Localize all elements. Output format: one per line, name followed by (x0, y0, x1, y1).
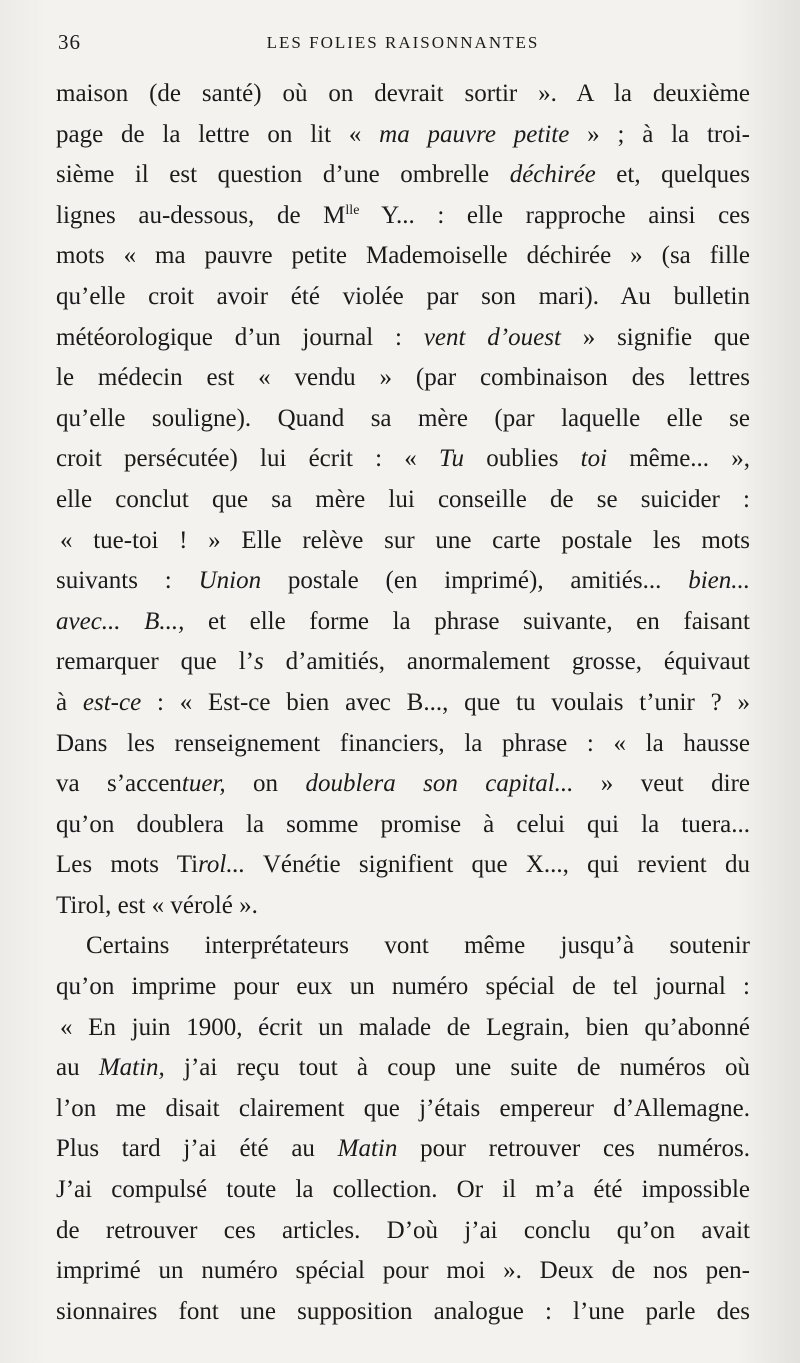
text-line (56, 1008, 750, 1049)
text-line (56, 845, 750, 886)
text-segment: sionnaires font une supposition analogue : l’une parle des (56, 1297, 750, 1325)
text-line (56, 521, 750, 562)
text-segment: » ; à la troi- (569, 120, 750, 148)
text-segment: oublies (464, 445, 581, 473)
text-segment: qu’on doublera la somme promise à celui qui la tuera... (56, 810, 750, 838)
text-line (56, 236, 750, 277)
text-line (56, 318, 750, 359)
text-segment: imprimé un numéro spécial pour moi ». Deux de nos pen- (56, 1257, 750, 1285)
text-segment: de retrouver ces articles. D’où j’ai conclu qu’on avait (56, 1216, 750, 1244)
text-line (56, 886, 750, 927)
text-segment: Certains interprétateurs vont même jusqu’à soutenir (86, 932, 750, 960)
text-line (56, 155, 750, 196)
text-segment: Plus tard j’ai été au (56, 1135, 338, 1163)
text-segment: pour retrouver ces numéros. (397, 1135, 750, 1163)
text-segment: le médecin est « vendu » (par combinaison des lettres (56, 364, 750, 392)
text-segment: Tirol, est « vérolé ». (56, 891, 258, 919)
text-line (56, 1129, 750, 1170)
text-segment: tie signifient que X..., qui revient du (315, 851, 750, 879)
text-line (56, 724, 750, 765)
text-line (56, 1211, 750, 1252)
italic-text: tuer, (181, 770, 226, 798)
text-line (56, 358, 750, 399)
text-line (56, 480, 750, 521)
text-segment: on (225, 770, 306, 798)
text-line (56, 764, 750, 805)
text-segment: qu’elle souligne). Quand sa mère (par laquelle elle se (56, 404, 750, 432)
italic-text: Union (198, 567, 262, 595)
italic-text: toi (580, 445, 608, 473)
text-line (56, 115, 750, 156)
text-segment: au (56, 1054, 99, 1082)
text-line (56, 439, 750, 480)
italic-text: s (253, 648, 264, 676)
text-segment: même... », (607, 445, 750, 473)
text-segment: Dans les renseignement financiers, la phrase : « la hausse (56, 729, 750, 757)
text-segment: qu’on imprime pour eux un numéro spécial de tel journal : (56, 973, 750, 1001)
text-segment: et elle forme la phrase suivante, en faisant (184, 607, 751, 635)
text-segment: « tue-toi ! » Elle relève sur une carte postale les mots (60, 526, 750, 554)
italic-text: rol... (198, 851, 246, 879)
text-segment: : « Est-ce bien avec B..., que tu voulais t’unir ? » (141, 688, 750, 716)
text-line (56, 1089, 750, 1130)
text-segment: et, quelques (595, 161, 750, 189)
italic-text: est-ce (82, 688, 142, 716)
text-line (56, 399, 750, 440)
italic-text: é (304, 851, 316, 879)
text-segment: « En juin 1900, écrit un malade de Legrain, bien qu’abonné (60, 1013, 750, 1041)
italic-text: vent d’ouest (423, 323, 561, 351)
text-line (56, 805, 750, 846)
text-segment: elle conclut que sa mère lui conseille de se suicider : (56, 485, 750, 513)
text-segment: Les mots Ti (56, 851, 199, 879)
text-segment: d’amitiés, anormalement grosse, équivaut (263, 648, 750, 676)
text-line (56, 1170, 750, 1211)
text-segment: sième il est question d’une ombrelle (56, 161, 510, 189)
superscript-text: lle (345, 202, 360, 218)
text-segment: » veut dire (573, 770, 750, 798)
text-segment: croit persécutée) lui écrit : « (56, 445, 439, 473)
italic-text: déchirée (509, 161, 596, 189)
italic-text: bien... (688, 567, 750, 595)
text-line (56, 277, 750, 318)
text-segment: maison (de santé) où on devrait sortir ». A la deuxième (56, 80, 750, 107)
text-line (56, 1292, 750, 1333)
italic-text: doublera son capital... (305, 770, 574, 798)
text-segment: postale (en imprimé), amitiés... (261, 567, 689, 595)
text-segment: j’ai reçu tout à coup une suite de numéros où (164, 1054, 750, 1082)
body-text (56, 74, 750, 1332)
text-segment: lignes au-dessous, de M (56, 201, 346, 229)
text-segment: l’on me disait clairement que j’étais empereur d’Allemagne. (56, 1094, 750, 1122)
text-line (56, 683, 750, 724)
running-title: LES FOLIES RAISONNANTES (266, 33, 540, 52)
text-segment: Y... : elle rapproche ainsi ces (359, 201, 751, 229)
text-segment: J’ai compulsé toute la collection. Or il m’a été impossible (56, 1176, 750, 1204)
page-header (58, 30, 748, 64)
text-segment: Vén (245, 851, 305, 879)
text-line (56, 561, 750, 602)
text-line (56, 1251, 750, 1292)
italic-text: Matin (337, 1135, 398, 1163)
text-line (56, 642, 750, 683)
text-segment: va s’accen (56, 770, 182, 798)
text-segment: suivants : (56, 567, 199, 595)
text-line (56, 1048, 750, 1089)
text-line (56, 967, 750, 1008)
text-segment: » signifie que (560, 323, 750, 351)
text-segment: remarquer que l’ (56, 648, 254, 676)
text-line (56, 196, 750, 237)
italic-text: ma pauvre petite (379, 120, 570, 148)
page-number: 36 (58, 30, 81, 54)
text-segment: mots « ma pauvre petite Mademoiselle déchirée » (sa fille (56, 242, 750, 270)
italic-text: Matin, (98, 1054, 165, 1082)
text-segment: qu’elle croit avoir été violée par son mari). Au bulletin (56, 282, 750, 310)
text-segment: page de la lettre on lit « (56, 120, 380, 148)
text-line (56, 926, 750, 967)
text-line (56, 602, 750, 643)
text-line (56, 74, 750, 115)
text-segment: météorologique d’un journal : (56, 323, 424, 351)
italic-text: avec... B..., (56, 607, 185, 635)
italic-text: Tu (439, 445, 465, 473)
text-segment: à (56, 688, 83, 716)
